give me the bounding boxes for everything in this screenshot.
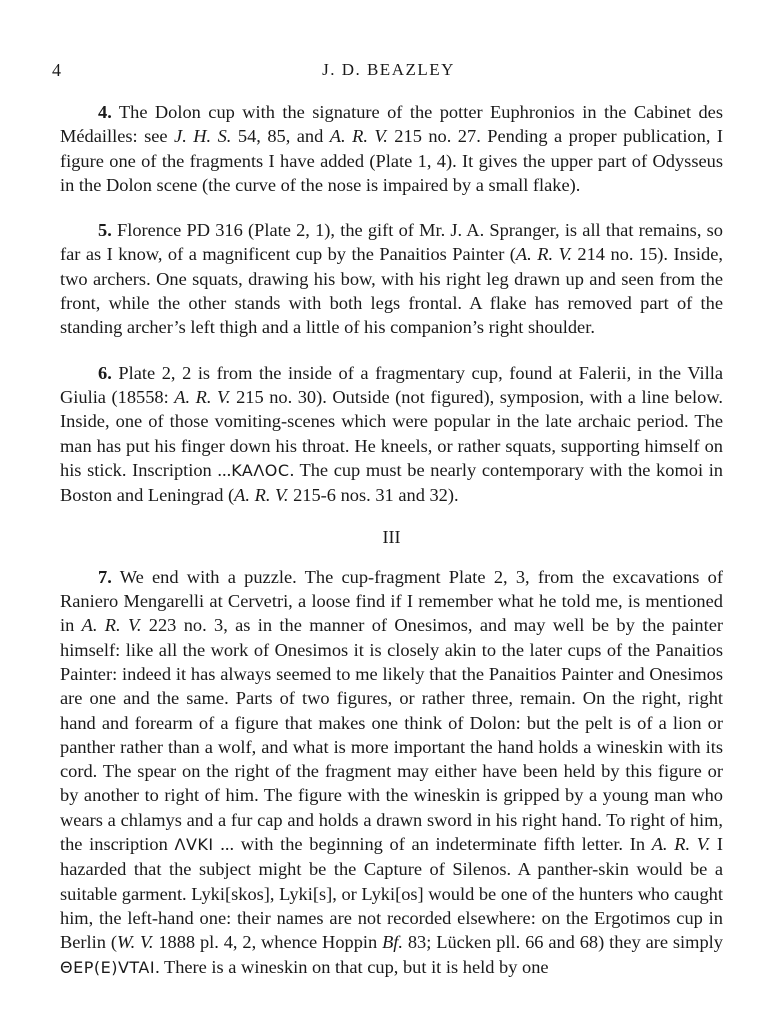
paragraph-text: The Dolon cup with the signature of the potter Euphronios in the Cabinet des Médailles: see <box>60 102 723 147</box>
citation: A. R. V. <box>174 386 231 407</box>
inscription: ΛVKI <box>174 835 214 855</box>
paragraph-text: 1888 pl. 4, 2, whence Hoppin <box>153 932 383 953</box>
page-header <box>0 60 777 86</box>
paragraph-number: 7. <box>98 566 112 587</box>
page-number: 4 <box>52 60 61 80</box>
paragraph-7 <box>60 565 723 980</box>
paragraph-number: 6. <box>98 362 112 383</box>
paragraph-text: We end with a puzzle. The cup-fragment Plate 2, 3, from the excavations of Raniero Mengarelli at Cervetri, a loose find if I remember what he told me, is mentioned in <box>60 566 723 636</box>
citation: A. R. V. <box>329 126 388 147</box>
citation: J. H. S. <box>174 126 232 147</box>
citation: A. R. V. <box>81 615 142 636</box>
paragraph-4 <box>60 100 723 197</box>
paragraph-text: 215 no. 27. Pending a proper publication, I figure one of the fragments I have added (Plate 1, 4). It gives the upper part of Odysseus in the Dolon scene (the curve of the nose is impaired by a small flake). <box>60 126 724 195</box>
paragraph-text: I hazarded that the subject might be the Capture of Silenos. A panther-skin would be a suitable garment. Lyki[skos], Lyki[s], or Lyki[os] would be one of the hunters who caught him, the left-hand one: their names are not recorded elsewhere: on the Ergotimos cup in Berlin ( <box>60 834 723 953</box>
inscription: KAΛOC <box>231 460 290 480</box>
inscription: ΘEP(E)VTAI <box>60 957 156 977</box>
citation: A. R. V. <box>515 244 572 265</box>
paragraph-number: 5. <box>98 220 112 241</box>
paragraph-text: ... with the beginning of an indeterminate fifth letter. In <box>213 834 652 855</box>
paragraph-text: 215-6 nos. 31 and 32). <box>288 485 459 506</box>
paragraph-text: 215 no. 30). Outside (not figured), symposion, with a line below. Inside, one of those vomiting-scenes which were popular in the late archaic period. The man has put his finger down his throat. He kneels, or rather squats, supporting himself on his stick. Inscription ... <box>60 386 723 480</box>
citation: A. R. V. <box>234 485 289 506</box>
paragraph-text: 54, 85, and <box>231 126 330 147</box>
paragraph-6 <box>60 361 723 508</box>
running-head: J. D. BEAZLEY <box>322 60 455 79</box>
paragraph-text: . The cup must be nearly contemporary with the komoi in Boston and Leningrad ( <box>60 459 724 506</box>
body-text <box>60 100 723 980</box>
paragraph-text: 223 no. 3, as in the manner of Onesimos, and may well be by the painter himself: like all the work of Onesimos it is closely akin to the later cups of the Panaitios Painter: indeed it has always seemed to me likely that the Panaitios Painter and Onesimos are one and the same. Parts of two figures, or rather three, remain. On the right, right hand and forearm of a figure that makes one think of Dolon: but the pelt is of a lion or panther rather than a wolf, and what is more important the hand holds a wineskin with its cord. The spear on the right of the fragment may either have been held by this figure or by another to right of him. The figure with the wineskin is gripped by a young man who wears a chlamys and a fur cap and holds a drawn sword in his right hand. To right of him, the inscription <box>60 615 723 855</box>
paragraph-text: 214 no. 15). Inside, two archers. One squats, drawing his bow, with his right leg drawn up and seen from the front, while the other stands with both legs frontal. A flake has removed part of the standing archer’s left thigh and a little of his companion’s right shoulder. <box>60 244 723 338</box>
paragraph-text: 83; Lücken pll. 66 and 68) they are simply <box>403 932 723 953</box>
section-heading: III <box>382 527 401 548</box>
citation: Bf. <box>382 932 404 953</box>
paragraph-number: 4. <box>98 102 112 122</box>
paragraph-5 <box>60 218 723 339</box>
paragraph-text: . There is a wineskin on that cup, but it is held by one <box>155 956 549 977</box>
paragraph-text: Florence PD 316 (Plate 2, 1), the gift of Mr. J. A. Spranger, is all that remains, so far as I know, of a magnificent cup by the Panaitios Painter ( <box>60 220 723 265</box>
citation: W. V. <box>116 932 154 953</box>
citation: A. R. V. <box>651 834 711 855</box>
paragraph-text: Plate 2, 2 is from the inside of a fragmentary cup, found at Falerii, in the Villa Giulia (18558: <box>60 362 723 407</box>
